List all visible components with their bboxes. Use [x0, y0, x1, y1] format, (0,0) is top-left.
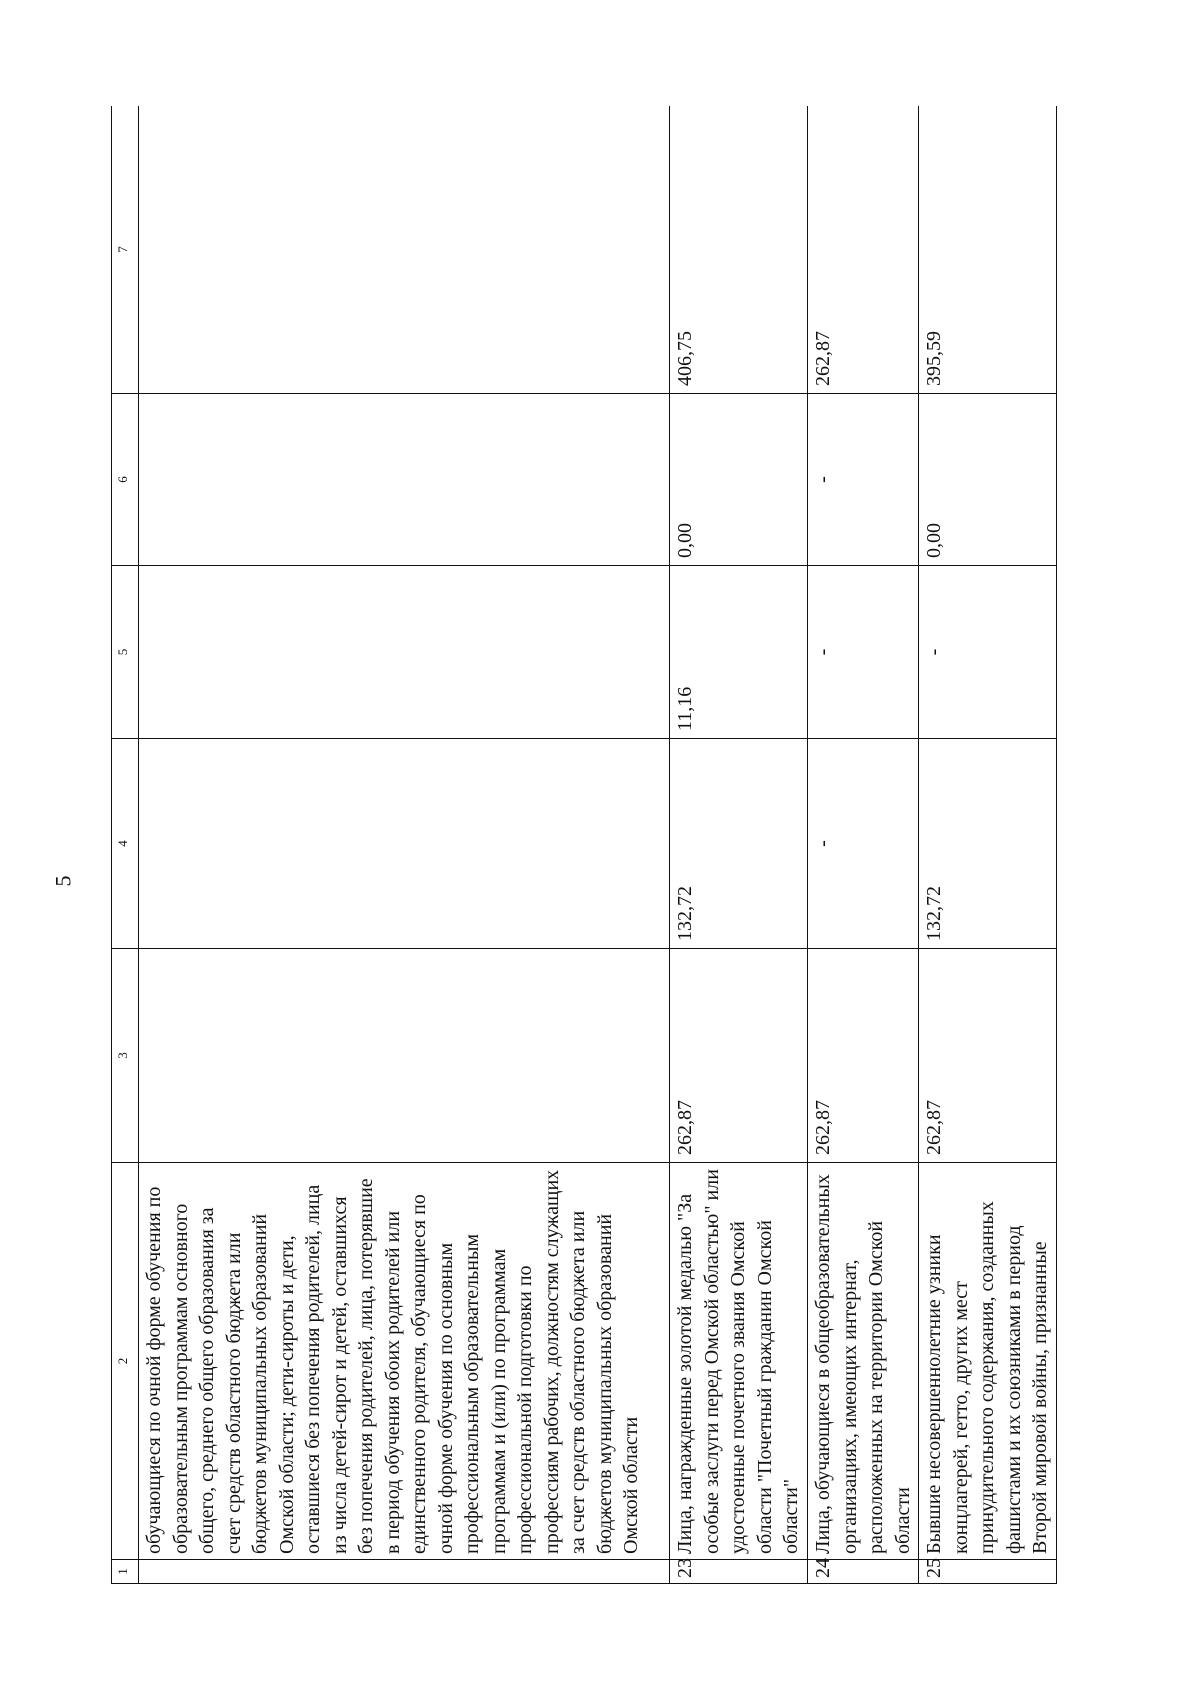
header-cell-1: 1 — [112, 1560, 139, 1584]
table-row — [808, 106, 919, 1584]
value-col-4 — [670, 739, 808, 949]
value-col-3 — [670, 949, 808, 1163]
table-row — [670, 106, 808, 1584]
row-description — [139, 1163, 670, 1560]
value-col-6 — [139, 394, 670, 566]
cell-value: 262,87 — [812, 1100, 834, 1155]
value-col-5 — [919, 566, 1057, 739]
table-row — [919, 106, 1057, 1584]
value-col-4 — [808, 739, 919, 949]
value-col-6 — [919, 394, 1057, 566]
header-cell-4: 4 — [112, 739, 139, 949]
value-col-4 — [139, 739, 670, 949]
row-description — [919, 1163, 1057, 1560]
cell-value: 132,72 — [923, 886, 945, 941]
description-text: обучающиеся по очной форме обучения по образовательным программам основного общего, среднего общего образования за счет средств областного бюджета или бюджетов муниципальных образований Омской области; дети-сироты и дети, оставшиеся без попечения родителей, лица из числа детей-сирот и детей, оставшихся без попечения родителей, лица, потерявшие в период обучения обоих родителей или единственного родителя, обучающиеся по очной форме обучения по основным профессиональным образовательным программам и (или) по программам профессиональной подготовки по профессиям рабочих, должностям служащих за счет средств областного бюджета или бюджетов муниципальных образований Омской области — [143, 1169, 642, 1554]
header-cell-5: 5 — [112, 566, 139, 739]
cell-value: - — [923, 648, 945, 656]
description-text: Лица, награжденные золотой медалью "За особые заслуги перед Омской областью" или удостоенные почетного звания Омской области "Почетный гражданин Омской области" — [674, 1169, 802, 1554]
cell-value: 406,75 — [674, 331, 696, 386]
value-col-7 — [670, 106, 808, 394]
value-col-7 — [808, 106, 919, 394]
value-col-3 — [919, 949, 1057, 1163]
row-number: 25 — [919, 1560, 1057, 1584]
table-row — [139, 106, 670, 1584]
cell-value: 11,16 — [674, 686, 696, 731]
value-col-5 — [670, 566, 808, 739]
table-header-row — [112, 106, 139, 1584]
row-description — [808, 1163, 919, 1560]
header-cell-7: 7 — [112, 106, 139, 394]
description-text: Бывшие несовершеннолетние узники концлагерей, гетто, других мест принудительного содержания, созданных фашистами и их союзниками в период Второй мировой войны, признанные — [923, 1201, 1051, 1554]
cell-value: 262,87 — [812, 331, 834, 386]
value-col-5 — [139, 566, 670, 739]
header-cell-6: 6 — [112, 394, 139, 566]
value-col-7 — [139, 106, 670, 394]
cell-value: 132,72 — [674, 886, 696, 941]
value-col-7 — [919, 106, 1057, 394]
value-col-3 — [139, 949, 670, 1163]
value-col-4 — [919, 739, 1057, 949]
cell-value: 262,87 — [674, 1100, 696, 1155]
cell-value: 262,87 — [923, 1100, 945, 1155]
cell-value: 0,00 — [674, 523, 696, 558]
page-number: 5 — [50, 875, 76, 887]
description-text: Лица, обучающиеся в общеобразовательных организациях, имеющих интернат, расположенных на территории Омской области — [812, 1174, 914, 1554]
cell-value: - — [812, 840, 834, 847]
header-cell-3: 3 — [112, 949, 139, 1163]
rotated-table-container — [111, 106, 1063, 1584]
benefits-table — [111, 106, 1057, 1584]
cell-value: - — [812, 648, 834, 656]
header-cell-2: 2 — [112, 1163, 139, 1560]
value-col-6 — [670, 394, 808, 566]
value-col-5 — [808, 566, 919, 739]
value-col-3 — [808, 949, 919, 1163]
cell-value: 395,59 — [923, 331, 945, 386]
row-number: 24 — [808, 1560, 919, 1584]
row-number — [139, 1560, 670, 1584]
row-description — [670, 1163, 808, 1560]
row-number: 23 — [670, 1560, 808, 1584]
rotated-table-sheet — [111, 106, 1063, 1584]
cell-value: - — [812, 476, 834, 483]
cell-value: 0,00 — [923, 523, 945, 558]
value-col-6 — [808, 394, 919, 566]
